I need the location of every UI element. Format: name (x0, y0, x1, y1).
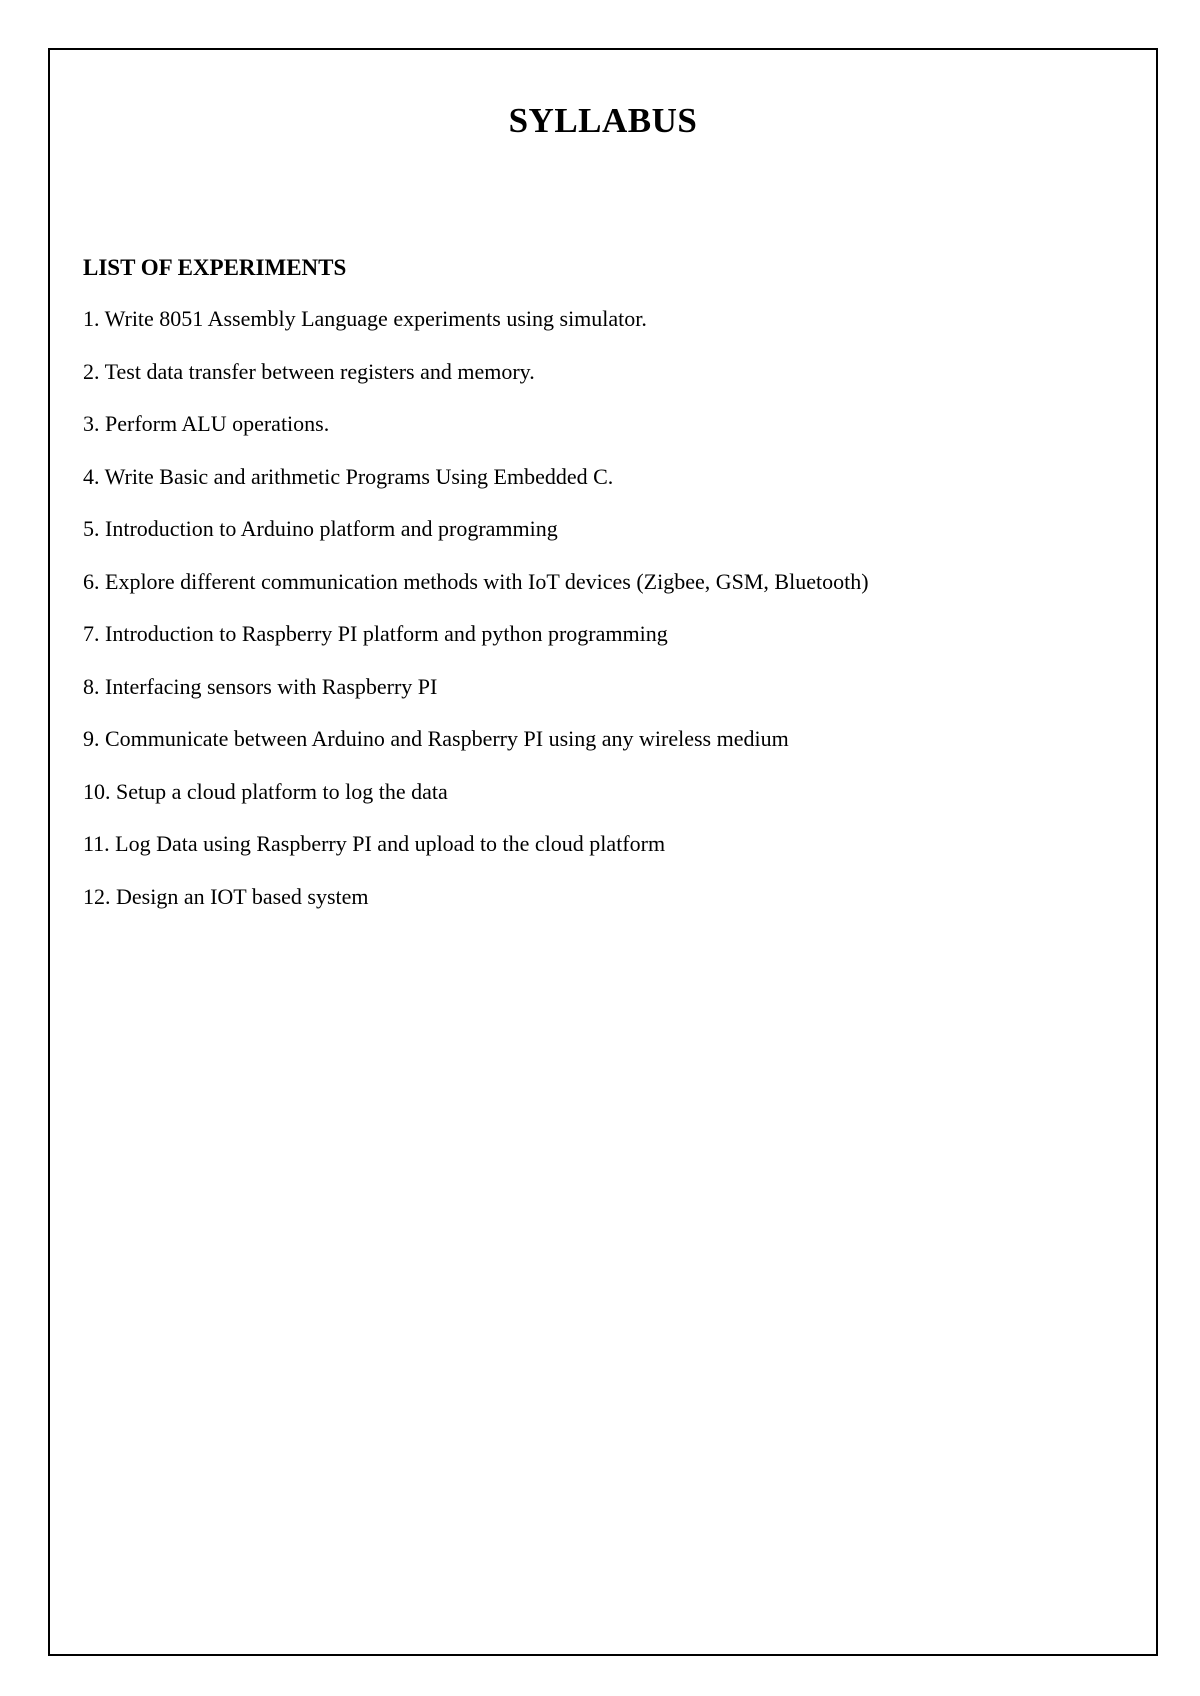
experiment-item-2: 2. Test data transfer between registers and memory. (83, 358, 535, 384)
experiment-item-8: 8. Interfacing sensors with Raspberry PI (83, 673, 438, 699)
experiment-item-7: 7. Introduction to Raspberry PI platform and python programming (83, 621, 668, 646)
page-border (48, 48, 1158, 1656)
experiment-item-6: 6. Explore different communication methods with IoT devices (Zigbee, GSM, Bluetooth) (83, 568, 869, 594)
experiment-item-3: 3. Perform ALU operations. (83, 411, 330, 436)
experiment-item-5: 5. Introduction to Arduino platform and programming (83, 516, 558, 541)
experiment-item-9: 9. Communicate between Arduino and Raspberry PI using any wireless medium (83, 726, 789, 751)
section-heading: LIST OF EXPERIMENTS (83, 255, 347, 280)
experiment-item-12: 12. Design an IOT based system (83, 883, 369, 909)
experiment-item-10: 10. Setup a cloud platform to log the data (83, 778, 448, 804)
experiment-item-11: 11. Log Data using Raspberry PI and upload to the cloud platform (83, 831, 666, 856)
page-title: SYLLABUS (508, 101, 698, 140)
experiment-list (83, 305, 869, 935)
experiment-item-4: 4. Write Basic and arithmetic Programs Using Embedded C. (83, 463, 614, 489)
experiment-item-1: 1. Write 8051 Assembly Language experiments using simulator. (83, 306, 647, 331)
